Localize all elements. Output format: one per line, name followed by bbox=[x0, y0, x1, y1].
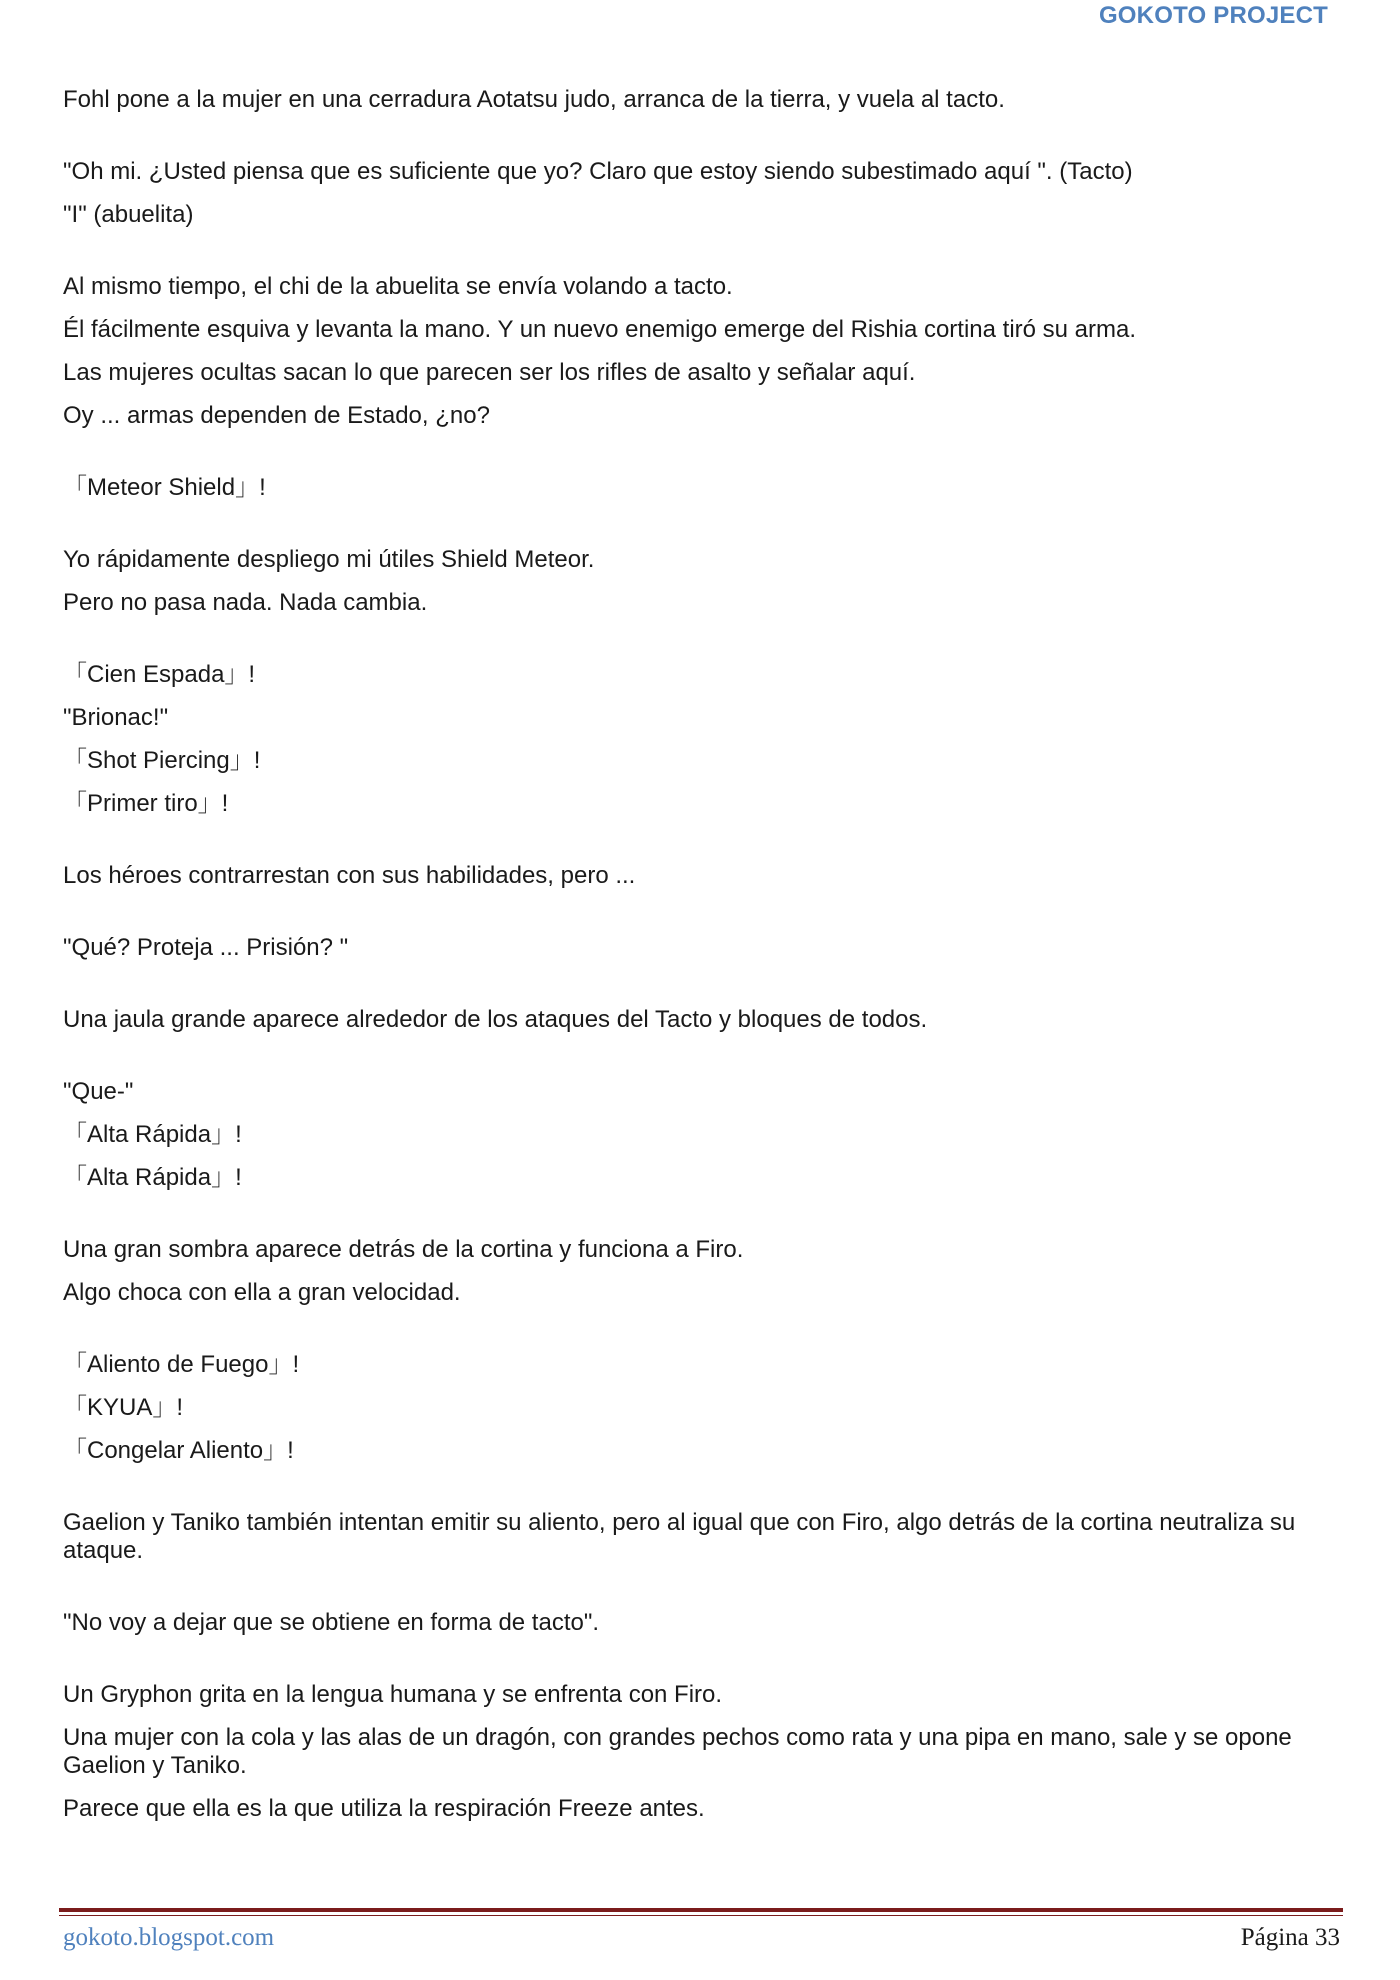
skill-callout: 「Congelar Aliento」! bbox=[63, 1437, 294, 1464]
paragraph: "Brionac!" bbox=[63, 704, 169, 731]
page-number: Página 33 bbox=[1240, 1924, 1340, 1951]
paragraph: "I" (abuelita) bbox=[63, 201, 194, 228]
paragraph: "No voy a dejar que se obtiene en forma de tacto". bbox=[63, 1609, 600, 1636]
paragraph: "Que-" bbox=[63, 1078, 134, 1105]
spacer bbox=[63, 632, 1343, 661]
skill-callout: 「Primer tiro」! bbox=[63, 790, 229, 817]
spacer bbox=[63, 833, 1343, 862]
skill-callout: 「Aliento de Fuego」! bbox=[63, 1351, 300, 1378]
paragraph: "Qué? Proteja ... Prisión? " bbox=[63, 934, 349, 961]
paragraph: Yo rápidamente despliego mi útiles Shield Meteor. bbox=[63, 546, 595, 573]
paragraph: Oy ... armas dependen de Estado, ¿no? bbox=[63, 402, 490, 429]
paragraph: Parece que ella es la que utiliza la respiración Freeze antes. bbox=[63, 1795, 705, 1822]
header-title: GOKOTO PROJECT bbox=[1098, 2, 1328, 29]
paragraph: "Oh mi. ¿Usted piensa que es suficiente que yo? Claro que estoy siendo subestimado aquí ". (Tacto) bbox=[63, 158, 1133, 185]
spacer bbox=[63, 517, 1343, 546]
paragraph: Los héroes contrarrestan con sus habilidades, pero ... bbox=[63, 862, 636, 889]
spacer bbox=[63, 1049, 1343, 1078]
paragraph: Una gran sombra aparece detrás de la cortina y funciona a Firo. bbox=[63, 1236, 744, 1263]
paragraph: Las mujeres ocultas sacan lo que parecen ser los rifles de asalto y señalar aquí. bbox=[63, 359, 916, 386]
paragraph: Una jaula grande aparece alrededor de los ataques del Tacto y bloques de todos. bbox=[63, 1006, 928, 1033]
paragraph: Pero no pasa nada. Nada cambia. bbox=[63, 589, 428, 616]
paragraph: Gaelion y Taniko también intentan emitir su aliento, pero al igual que con Firo, algo detrás de la cortina neutraliza su ataque. bbox=[63, 1509, 1296, 1564]
skill-callout: 「Alta Rápida」! bbox=[63, 1121, 242, 1148]
spacer bbox=[63, 445, 1343, 474]
paragraph: Al mismo tiempo, el chi de la abuelita se envía volando a tacto. bbox=[63, 273, 733, 300]
footer-divider bbox=[59, 1908, 1343, 1912]
skill-callout: 「Alta Rápida」! bbox=[63, 1164, 242, 1191]
spacer bbox=[63, 129, 1343, 158]
spacer bbox=[63, 1580, 1343, 1609]
paragraph: Fohl pone a la mujer en una cerradura Aotatsu judo, arranca de la tierra, y vuela al tacto. bbox=[63, 86, 1005, 113]
spacer bbox=[63, 1480, 1343, 1509]
skill-callout: 「Shot Piercing」! bbox=[63, 747, 261, 774]
paragraph: Él fácilmente esquiva y levanta la mano. Y un nuevo enemigo emerge del Rishia cortina tiró su arma. bbox=[63, 316, 1137, 343]
paragraph: Un Gryphon grita en la lengua humana y se enfrenta con Firo. bbox=[63, 1681, 723, 1708]
spacer bbox=[63, 1322, 1343, 1351]
paragraph: Una mujer con la cola y las alas de un dragón, con grandes pechos como rata y una pipa en mano, sale y se opone Gaelion y Taniko. bbox=[63, 1724, 1292, 1779]
spacer bbox=[63, 905, 1343, 934]
footer-site-link[interactable]: gokoto.blogspot.com bbox=[63, 1924, 275, 1951]
skill-callout: 「Cien Espada」! bbox=[63, 661, 256, 688]
document-body bbox=[63, 86, 1343, 1838]
paragraph: Algo choca con ella a gran velocidad. bbox=[63, 1279, 461, 1306]
spacer bbox=[63, 1652, 1343, 1681]
spacer bbox=[63, 1207, 1343, 1236]
skill-callout: 「Meteor Shield」! bbox=[63, 474, 266, 501]
spacer bbox=[63, 244, 1343, 273]
skill-callout: 「KYUA」! bbox=[63, 1394, 184, 1421]
spacer bbox=[63, 977, 1343, 1006]
footer-divider-thin bbox=[59, 1915, 1343, 1916]
